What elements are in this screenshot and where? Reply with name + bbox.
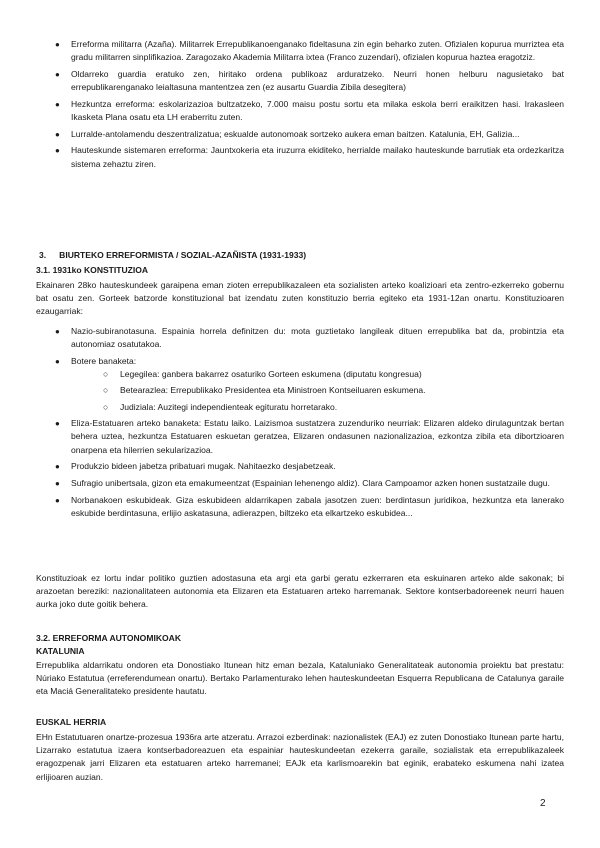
region-heading: EUSKAL HERRIA <box>36 717 107 727</box>
circle-bullet-icon: ○ <box>103 369 109 380</box>
section-heading <box>36 249 306 262</box>
region-heading: KATALUNIA <box>36 646 85 656</box>
section-title: BIURTEKO ERREFORMISTA / SOZIAL-AZAÑISTA (1931-1933) <box>59 250 307 260</box>
bullet-icon: ● <box>55 462 60 472</box>
list-item: ○ Legegilea: ganbera bakarrez osaturiko Gorteen eskumena (diputatu kongresua) <box>36 368 564 381</box>
bullet-icon: ● <box>55 129 60 139</box>
list-item: ● Hezkuntza erreforma: eskolarizazioa bultzatzeko, 7.000 maisu postu sortu eta milaka eskola berri eraikitzen hasi. Irakasleen Ikasketa Plana osatu eta LH eraberritu zuten. <box>55 98 564 123</box>
page-number: 2 <box>540 798 546 809</box>
bullet-icon: ● <box>55 146 60 156</box>
list-item: ● Norbanakoen eskubideak. Giza eskubideen aldarrikapen zabala jasotzen zuen: berdintasun juridikoa, hezkuntza eta lanerako eskubide berdintasuna, erlijio askatasuna, adierazpen, biltzeko eta elkartzeko eskubidea... <box>55 494 564 518</box>
list-item: ● Produkzio bideen jabetza pribatuari mugak. Nahitaezko desjabetzeak. <box>36 460 564 473</box>
paragraph: Konstituzioak ez lortu indar politiko guztien adostasuna eta argi eta garbi geratu ezkerraren eta eskuinaren arteko alde sakonak; bi arazoetan bereziki: nazionalitateen autonomia eta Elizaren eta Estatuaren arteko harremanak. Sektore kontserbadoreenek neurri hauen aurka joko dute goitik behera. <box>36 573 564 610</box>
subsection-title: 3.2. ERREFORMA AUTONOMIKOAK <box>36 633 181 643</box>
powers-list <box>36 368 564 414</box>
constitution-features-list <box>36 325 564 520</box>
paragraph: Ekainaren 28ko hauteskundeek garaipena eman zioten errepublikazaleen eta sozialisten arteko koalizioari eta zentro-ezkerreko gobernu bat osatu zen. Gorteek batzorde konstituzional bat izendatu zuten konstituzio berria egiteko eta 1931-12an onartu. Konstituzioaren ezaugarriak: <box>36 280 564 317</box>
bullet-icon: ● <box>55 356 60 366</box>
list-item: ● Lurralde-antolamendu deszentralizatua; eskualde autonomoak sortzeko aukera eman baitzen. Katalunia, EH, Galizia... <box>36 128 564 141</box>
bullet-icon: ● <box>55 495 60 505</box>
bullet-icon: ● <box>55 327 60 336</box>
bullet-icon: ● <box>55 419 60 429</box>
circle-bullet-icon: ○ <box>103 385 109 396</box>
circle-bullet-icon: ○ <box>103 401 109 412</box>
list-item: ● Eliza-Estatuaren arteko banaketa: Estatu laiko. Laizismoa sustatzera zuzenduriko neurriak: Elizaren aldeko dirulaguntzak bertan behera uztea, hezkuntza Estatuaren eskuetan geratzea, Elizaren ondasunen nazionalizazioa, ezkontza zibila eta dibortzioaren onarpena eta hilerrien sekularizazioa. <box>55 418 564 455</box>
list-item: ● Oldarreko guardia eratuko zen, hiritako ordena publikoaz arduratzeko. Neurri honen helburu nagusietako bat errepublikarenganako leialtasuna mantentzea zen (ez ausartu Guardia Zibila desegitera) <box>55 68 564 93</box>
reforms-list <box>36 38 564 171</box>
subsection-title: 3.1. 1931ko KONSTITUZIOA <box>36 265 149 275</box>
bullet-icon: ● <box>55 99 60 109</box>
paragraph: EHn Estatutuaren onartze-prozesua 1936ra arte atzeratu. Arrazoi ezberdinak: nazionalistek (EAJ) ez zuten Donostiako Itunean parte hartu, Lizarrako estatutua izaera kontserbadoreazuen eta espainiar hauteskundeetan ezekerra garaile, sozialistak eta errepublikazaleek eragozpenak jarri Elizaren eta estatuaren arteko harremanei; EAJk eta karlismoarekin bat eginik, erabateko eskumena nahi izatea erlijioaren auzian. <box>36 732 564 782</box>
bullet-icon: ● <box>55 479 60 489</box>
list-item: ● Hauteskunde sistemaren erreforma: Jauntxokeria eta iruzurra ekiditeko, herrialde mailako hauteskunde barrutiak eta ordezkaritza sistema zehaztu ziren. <box>55 145 564 169</box>
paragraph: Errepublika aldarrikatu ondoren eta Donostiako Itunean hitz eman bezala, Kataluniako Generalitateak autonomia proiektu bat prestatu: Núriako Estatutua (erreferendumean onartu). Bertako Parlamenturako lehen hauteskundeetan Esquerra Republicana de Catalunya garaile eta Maciá Generalitateko presidente hautatu. <box>36 660 564 697</box>
list-item: ● Sufragio unibertsala, gizon eta emakumeentzat (Espainian lehenengo aldiz). Clara Campoamor azken honen sustatzaile dugu. <box>36 477 564 490</box>
section-number: 3. <box>39 250 47 260</box>
list-item: ● Botere banaketa: ○ Legegilea: ganbera bakarrez osaturiko Gorteen eskumena (diputatu kongresua) ○ Betearazlea: Errepublikako Presidentea eta Ministroen Kontseiluaren eskumena. ○ Judiziala: Auzitegi independienteak egituratu horretarako. <box>36 355 564 414</box>
bullet-icon: ● <box>55 69 60 79</box>
list-item: ○ Betearazlea: Errepublikako Presidentea eta Ministroen Kontseiluaren eskumena. <box>36 384 564 397</box>
bullet-icon: ● <box>55 40 60 49</box>
list-item: ○ Judiziala: Auzitegi independienteak egituratu horretarako. <box>36 401 564 414</box>
list-item: ● Erreforma militarra (Azaña). Militarrek Errepublikanoenganako fideltasuna zin egin beharko zuten. Ofizialen kopurua murriztea eta gradu militarren sinplifikazioa. Zaragozako Akademia Militarra ixtea (Franco zuzendari), ofizialen kopurua haztea eragotziz. <box>55 39 564 63</box>
list-item: ● Nazio-subiranotasuna. Espainia horrela definitzen du: mota guztietako langileak dituen errepublika bat da, probintzia eta autonomiaz osatutakoa. <box>55 326 564 350</box>
